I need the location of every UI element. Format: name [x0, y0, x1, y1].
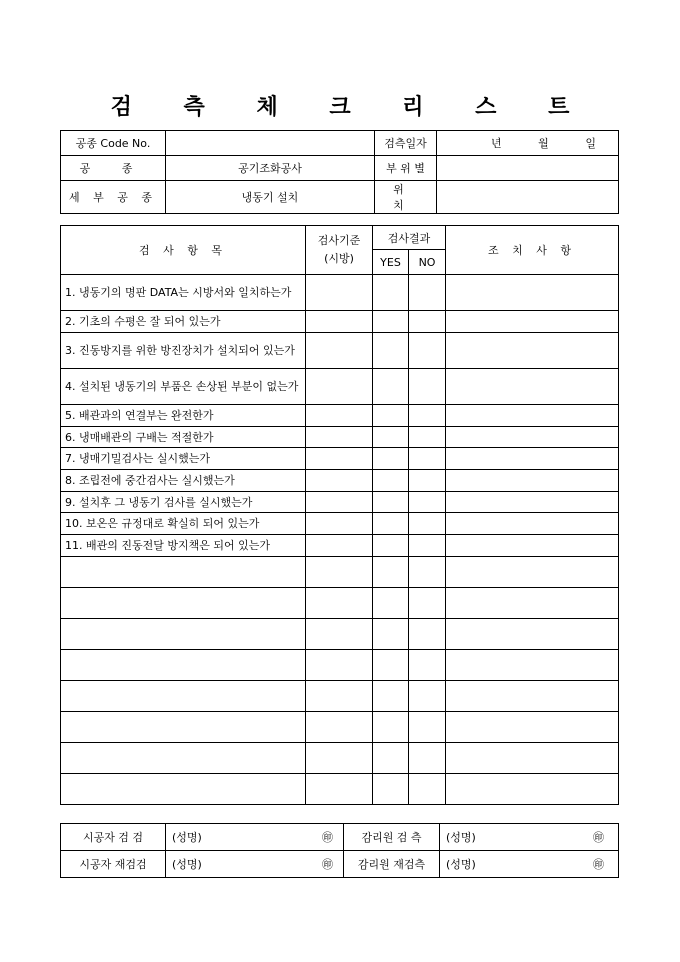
check-item-text: 3. 진동방지를 위한 방진장치가 설치되어 있는가 [65, 344, 295, 357]
check-row [61, 535, 619, 557]
name-label: (성명) [172, 831, 202, 844]
blank-row [61, 774, 619, 805]
check-row [61, 369, 619, 405]
action-cell[interactable] [446, 275, 619, 311]
work-code-value[interactable] [166, 131, 375, 156]
check-item-text: 8. 조립전에 중간검사는 실시했는가 [65, 474, 235, 487]
signature-table [60, 823, 619, 878]
item-cell [61, 448, 306, 470]
action-cell[interactable] [446, 650, 619, 681]
action-cell[interactable] [446, 311, 619, 333]
action-cell[interactable] [446, 619, 619, 650]
blank-row [61, 650, 619, 681]
year-label: 년 [491, 137, 502, 150]
check-row [61, 492, 619, 513]
yes-cell[interactable] [373, 470, 409, 492]
yes-cell[interactable] [373, 275, 409, 311]
check-row [61, 405, 619, 427]
check-table [60, 225, 619, 805]
check-item-text: 6. 냉매배관의 구배는 적절한가 [65, 430, 214, 444]
standard-cell[interactable] [306, 405, 373, 427]
blank-row [61, 588, 619, 619]
item-cell [61, 535, 306, 557]
yes-cell[interactable] [373, 774, 409, 805]
yes-cell[interactable] [373, 333, 409, 369]
standard-cell[interactable] [306, 650, 373, 681]
location-label: 위 치 [375, 181, 437, 214]
check-item-text: 11. 배관의 진동전달 방지책은 되어 있는가 [65, 539, 270, 552]
standard-cell[interactable] [306, 712, 373, 743]
work-label: 공 종 [61, 156, 166, 181]
yes-cell[interactable] [373, 681, 409, 712]
date-value[interactable] [437, 131, 619, 156]
standard-cell[interactable] [306, 427, 373, 448]
action-cell[interactable] [446, 535, 619, 557]
date-label: 검측일자 [375, 131, 437, 156]
yes-cell[interactable] [373, 427, 409, 448]
seal-icon: ㊞ [322, 858, 333, 871]
action-cell[interactable] [446, 470, 619, 492]
yes-cell[interactable] [373, 588, 409, 619]
check-row [61, 427, 619, 448]
page-title: 검 측 체 크 리 스 트 [110, 94, 592, 120]
check-item-text: 10. 보온은 규정대로 확실히 되어 있는가 [65, 517, 260, 530]
name-label: (성명) [172, 858, 202, 871]
action-cell[interactable] [446, 448, 619, 470]
standard-cell[interactable] [306, 681, 373, 712]
item-cell [61, 557, 306, 588]
yes-cell[interactable] [373, 619, 409, 650]
item-cell [61, 681, 306, 712]
info-row-code [61, 131, 619, 156]
seal-icon: ㊞ [322, 831, 333, 844]
no-cell[interactable] [409, 619, 446, 650]
item-cell [61, 492, 306, 513]
blank-row [61, 712, 619, 743]
no-cell[interactable] [409, 513, 446, 535]
part-value[interactable] [437, 156, 619, 181]
part-label: 부 위 별 [375, 156, 437, 181]
item-cell [61, 369, 306, 405]
contractor-reinspection-sign[interactable] [166, 851, 344, 878]
standard-header [306, 226, 373, 275]
contractor-inspection-sign[interactable] [166, 824, 344, 851]
standard-cell[interactable] [306, 535, 373, 557]
contractor-reinspection-label: 시공자 재검검 [61, 851, 166, 878]
seal-icon: ㊞ [593, 858, 604, 871]
standard-cell[interactable] [306, 369, 373, 405]
work-value[interactable]: 공기조화공사 [166, 156, 375, 181]
standard-cell[interactable] [306, 333, 373, 369]
check-header-row [61, 226, 619, 250]
standard-header-sub: (시방) [324, 252, 354, 265]
yes-cell[interactable] [373, 650, 409, 681]
no-cell[interactable] [409, 275, 446, 311]
check-row [61, 470, 619, 492]
signature-row-1 [61, 824, 619, 851]
sign-field [440, 829, 618, 845]
standard-cell[interactable] [306, 774, 373, 805]
sign-field [166, 856, 343, 872]
standard-cell[interactable] [306, 275, 373, 311]
item-cell [61, 311, 306, 333]
item-cell [61, 712, 306, 743]
blank-row [61, 743, 619, 774]
check-row [61, 513, 619, 535]
no-cell[interactable] [409, 650, 446, 681]
yes-cell[interactable] [373, 743, 409, 774]
info-row-detail [61, 181, 619, 214]
yes-cell[interactable] [373, 535, 409, 557]
yes-cell[interactable] [373, 513, 409, 535]
action-cell[interactable] [446, 774, 619, 805]
no-cell[interactable] [409, 427, 446, 448]
no-cell[interactable] [409, 448, 446, 470]
no-cell[interactable] [409, 405, 446, 427]
sign-field [440, 856, 618, 872]
name-label: (성명) [446, 831, 476, 844]
check-item-text: 5. 배관과의 연결부는 완전한가 [65, 409, 214, 422]
work-code-label: 공종 Code No. [61, 131, 166, 156]
action-cell[interactable] [446, 333, 619, 369]
no-cell[interactable] [409, 333, 446, 369]
yes-cell[interactable] [373, 311, 409, 333]
info-table [60, 130, 619, 214]
item-cell [61, 650, 306, 681]
item-cell [61, 774, 306, 805]
check-item-text: 4. 설치된 냉동기의 부품은 손상된 부분이 없는가 [65, 380, 299, 393]
standard-cell[interactable] [306, 513, 373, 535]
location-value[interactable] [437, 181, 619, 214]
seal-icon: ㊞ [593, 831, 604, 844]
check-row [61, 448, 619, 470]
supervisor-inspection-sign[interactable] [440, 824, 619, 851]
no-cell[interactable] [409, 588, 446, 619]
item-header: 검 사 항 목 [61, 226, 306, 275]
sign-field [166, 829, 343, 845]
standard-cell[interactable] [306, 311, 373, 333]
no-cell[interactable] [409, 535, 446, 557]
check-row [61, 311, 619, 333]
check-item-text: 1. 냉동기의 명판 DATA는 시방서와 일치하는가 [65, 286, 292, 299]
no-cell[interactable] [409, 774, 446, 805]
item-cell [61, 405, 306, 427]
standard-cell[interactable] [306, 557, 373, 588]
action-header: 조 치 사 항 [446, 226, 619, 275]
action-cell[interactable] [446, 681, 619, 712]
check-item-text: 9. 설치후 그 냉동기 검사를 실시했는가 [65, 495, 253, 509]
detail-label: 세 부 공 종 [61, 181, 166, 214]
action-cell[interactable] [446, 557, 619, 588]
standard-cell[interactable] [306, 619, 373, 650]
action-cell[interactable] [446, 712, 619, 743]
supervisor-reinspection-label: 감리원 재검측 [344, 851, 440, 878]
no-header: NO [409, 250, 446, 275]
yes-header: YES [373, 250, 409, 275]
standard-cell[interactable] [306, 743, 373, 774]
result-header: 검사결과 [373, 226, 446, 250]
item-cell [61, 275, 306, 311]
info-row-work [61, 156, 619, 181]
standard-header-label: 검사기준 [317, 234, 361, 247]
no-cell[interactable] [409, 743, 446, 774]
item-cell [61, 619, 306, 650]
detail-value[interactable]: 냉동기 설치 [166, 181, 375, 214]
no-cell[interactable] [409, 681, 446, 712]
item-cell [61, 743, 306, 774]
signature-row-2 [61, 851, 619, 878]
yes-cell[interactable] [373, 448, 409, 470]
no-cell[interactable] [409, 712, 446, 743]
no-cell[interactable] [409, 470, 446, 492]
standard-cell[interactable] [306, 448, 373, 470]
standard-cell[interactable] [306, 470, 373, 492]
action-cell[interactable] [446, 369, 619, 405]
check-table-body [61, 226, 619, 805]
action-cell[interactable] [446, 513, 619, 535]
no-cell[interactable] [409, 492, 446, 513]
yes-cell[interactable] [373, 557, 409, 588]
no-cell[interactable] [409, 557, 446, 588]
blank-row [61, 619, 619, 650]
action-cell[interactable] [446, 405, 619, 427]
action-cell[interactable] [446, 492, 619, 513]
supervisor-inspection-label: 감리원 검 측 [344, 824, 440, 851]
month-label: 월 [538, 137, 549, 150]
item-cell [61, 588, 306, 619]
check-item-text: 7. 냉매기밀검사는 실시했는가 [65, 452, 210, 465]
check-item-text: 2. 기초의 수평은 잘 되어 있는가 [65, 315, 221, 328]
day-label: 일 [585, 137, 596, 150]
item-cell [61, 333, 306, 369]
standard-cell[interactable] [306, 492, 373, 513]
yes-cell[interactable] [373, 712, 409, 743]
no-cell[interactable] [409, 369, 446, 405]
action-cell[interactable] [446, 427, 619, 448]
yes-cell[interactable] [373, 492, 409, 513]
blank-row [61, 681, 619, 712]
no-cell[interactable] [409, 311, 446, 333]
yes-cell[interactable] [373, 369, 409, 405]
action-cell[interactable] [446, 743, 619, 774]
item-cell [61, 470, 306, 492]
yes-cell[interactable] [373, 405, 409, 427]
supervisor-reinspection-sign[interactable] [440, 851, 619, 878]
item-cell [61, 513, 306, 535]
check-row [61, 333, 619, 369]
name-label: (성명) [446, 858, 476, 871]
standard-cell[interactable] [306, 588, 373, 619]
check-row [61, 275, 619, 311]
contractor-inspection-label: 시공자 검 검 [61, 824, 166, 851]
action-cell[interactable] [446, 588, 619, 619]
blank-row [61, 557, 619, 588]
date-fields [437, 135, 618, 151]
item-cell [61, 427, 306, 448]
